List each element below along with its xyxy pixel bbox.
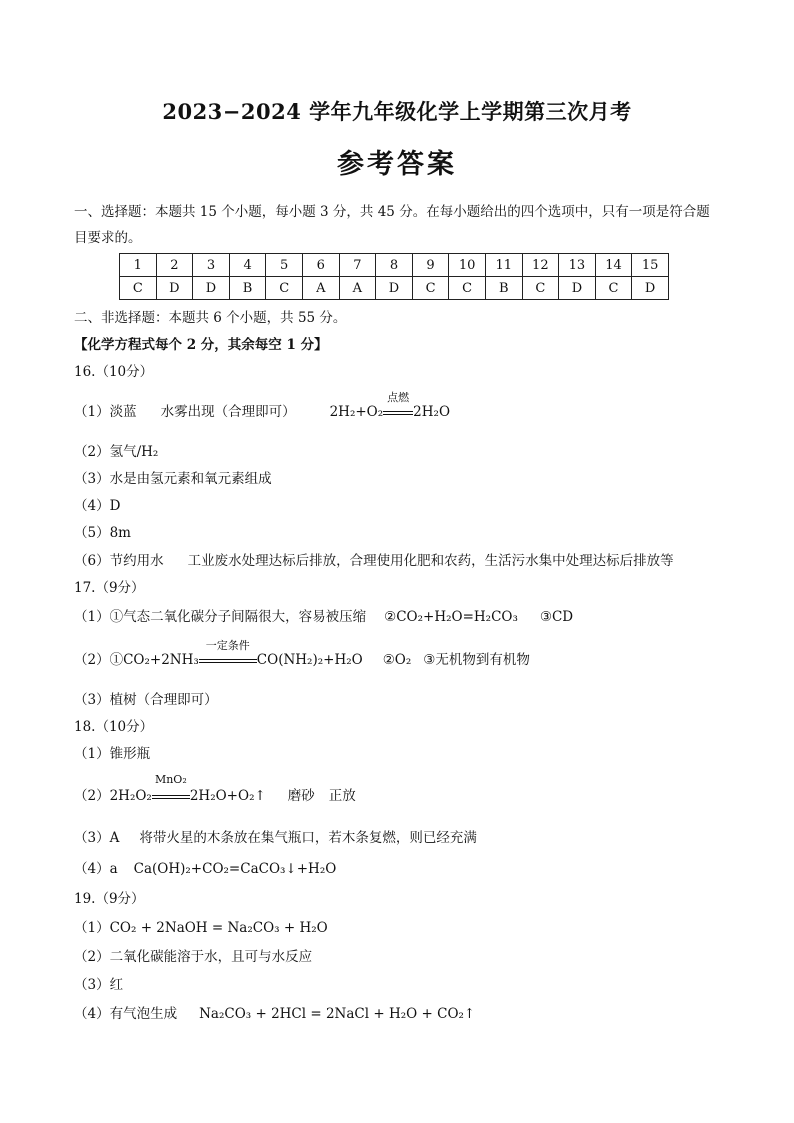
q16-answer-6 [74, 549, 674, 569]
q19-answer-2: （2）二氧化碳能溶于水，且可与水反应 [74, 949, 313, 965]
q17-a2-prefix: （2）①CO₂+2NH₃ [74, 652, 199, 668]
q16-answer-3: （3）水是由氢元素和氧元素组成 [74, 471, 272, 487]
q19-answer-3: （3）红 [74, 977, 124, 993]
q18-answer-4 [74, 857, 336, 877]
q16-answer-4: （4）D [74, 498, 121, 514]
section1-intro-line1: 一、选择题：本题共 15 个小题，每小题 3 分，共 45 分。在每小题给出的四个选项中，只有一项是符合题 [74, 204, 710, 220]
question-number-cell: 5 [266, 254, 303, 277]
question-number-cell: 15 [632, 254, 669, 277]
answer-cell: B [229, 277, 266, 300]
q17-answer-1 [74, 605, 573, 625]
section2-intro: 二、非选择题：本题共 6 个小题，共 55 分。 [74, 310, 347, 326]
q18-a4-part2: Ca(OH)₂+CO₂=CaCO₃↓+H₂O [133, 861, 337, 877]
q16-equation-right: 2H₂O [413, 404, 451, 420]
question-number-cell: 3 [193, 254, 230, 277]
q16-a6-part2: 工业废水处理达标后排放，合理使用化肥和农药，生活污水集中处理达标后排放等 [187, 553, 674, 569]
q19-a4-part2: Na₂CO₃ + 2HCl = 2NaCl + H₂O + CO₂↑ [199, 1006, 476, 1022]
question-number-cell: 2 [156, 254, 193, 277]
scoring-note: 【化学方程式每个 2 分，其余每空 1 分】 [74, 337, 328, 353]
answer-cell: D [156, 277, 193, 300]
q17-header: 17.（9分） [74, 580, 145, 596]
answer-cell: C [120, 277, 157, 300]
q18-answer-1: （1）锥形瓶 [74, 746, 151, 762]
answer-cell: D [559, 277, 596, 300]
q18-answer-3 [74, 826, 477, 846]
page-title: 2023−2024 学年九年级化学上学期第三次月考 [162, 99, 632, 124]
question-number-cell: 12 [522, 254, 559, 277]
question-number-cell: 9 [412, 254, 449, 277]
q18-a3-prefix: （3）A [74, 830, 120, 846]
question-number-cell: 1 [120, 254, 157, 277]
section1-intro-line2: 目要求的。 [74, 230, 142, 246]
answer-cell: D [632, 277, 669, 300]
page-subtitle: 参考答案 [337, 149, 457, 180]
answer-cell: C [449, 277, 486, 300]
q19-answer-1: （1）CO₂ + 2NaOH = Na₂CO₃ + H₂O [74, 920, 328, 936]
q17-answer-2 [74, 639, 530, 668]
q17-equation-condition: 一定条件 [205, 639, 250, 652]
answer-table-answer-row [120, 277, 669, 300]
answer-cell: D [376, 277, 413, 300]
question-number-cell: 13 [559, 254, 596, 277]
reaction-condition-arrow [199, 639, 257, 668]
q19-answer-4 [74, 1002, 475, 1022]
q16-a1-part2: 水雾出现（合理即可） [160, 404, 296, 420]
reaction-condition-arrow [152, 773, 190, 804]
question-number-cell: 4 [229, 254, 266, 277]
q16-a6-prefix: （6）节约用水 [74, 553, 164, 569]
q18-a2-part2: 磨砂 [287, 788, 315, 804]
q16-header: 16.（10分） [74, 364, 154, 380]
q18-a2-prefix: （2）2H₂O₂ [74, 788, 152, 804]
q17-a2-part2: ②O₂ [382, 652, 412, 668]
q18-answer-2 [74, 773, 356, 804]
q17-equation-right: CO(NH₂)₂+H₂O [256, 652, 363, 668]
q16-answer-1 [74, 391, 451, 420]
question-number-cell: 10 [449, 254, 486, 277]
q17-a1-part1: （1）①气态二氧化碳分子间隔很大，容易被压缩 [74, 609, 367, 625]
answer-table-number-row [120, 254, 669, 277]
answer-cell: C [412, 277, 449, 300]
q19-header: 19.（9分） [74, 891, 145, 907]
answer-cell: C [595, 277, 632, 300]
q18-a4-prefix: （4）a [74, 861, 118, 877]
q18-header: 18.（10分） [74, 719, 154, 735]
answer-cell: C [266, 277, 303, 300]
answer-cell: C [522, 277, 559, 300]
q16-equation-left: 2H₂+O₂ [329, 404, 384, 420]
question-number-cell: 8 [376, 254, 413, 277]
question-number-cell: 14 [595, 254, 632, 277]
reaction-condition-arrow [383, 391, 413, 420]
q16-equation-condition: 点燃 [387, 391, 410, 404]
q16-a1-prefix: （1）淡蓝 [74, 404, 137, 420]
q19-a4-prefix: （4）有气泡生成 [74, 1006, 178, 1022]
q17-answer-3: （3）植树（合理即可） [74, 692, 218, 708]
q17-a2-part3: ③无机物到有机物 [423, 652, 530, 668]
answer-cell: B [485, 277, 522, 300]
q17-a1-part2: ②CO₂+H₂O=H₂CO₃ [384, 609, 518, 625]
question-number-cell: 6 [302, 254, 339, 277]
answer-cell: D [193, 277, 230, 300]
question-number-cell: 7 [339, 254, 376, 277]
question-number-cell: 11 [485, 254, 522, 277]
q16-answer-2: （2）氢气/H₂ [74, 444, 159, 460]
answer-cell: A [302, 277, 339, 300]
q18-a3-part2: 将带火星的木条放在集气瓶口，若木条复燃，则已经充满 [139, 830, 477, 846]
answer-table [119, 253, 669, 300]
q17-a1-part3: ③CD [539, 609, 574, 625]
q16-answer-5: （5）8m [74, 525, 131, 541]
q18-a2-part3: 正放 [328, 788, 356, 804]
answer-cell: A [339, 277, 376, 300]
q18-equation-condition: MnO₂ [154, 773, 187, 786]
q18-equation-right: 2H₂O+O₂↑ [189, 788, 266, 804]
